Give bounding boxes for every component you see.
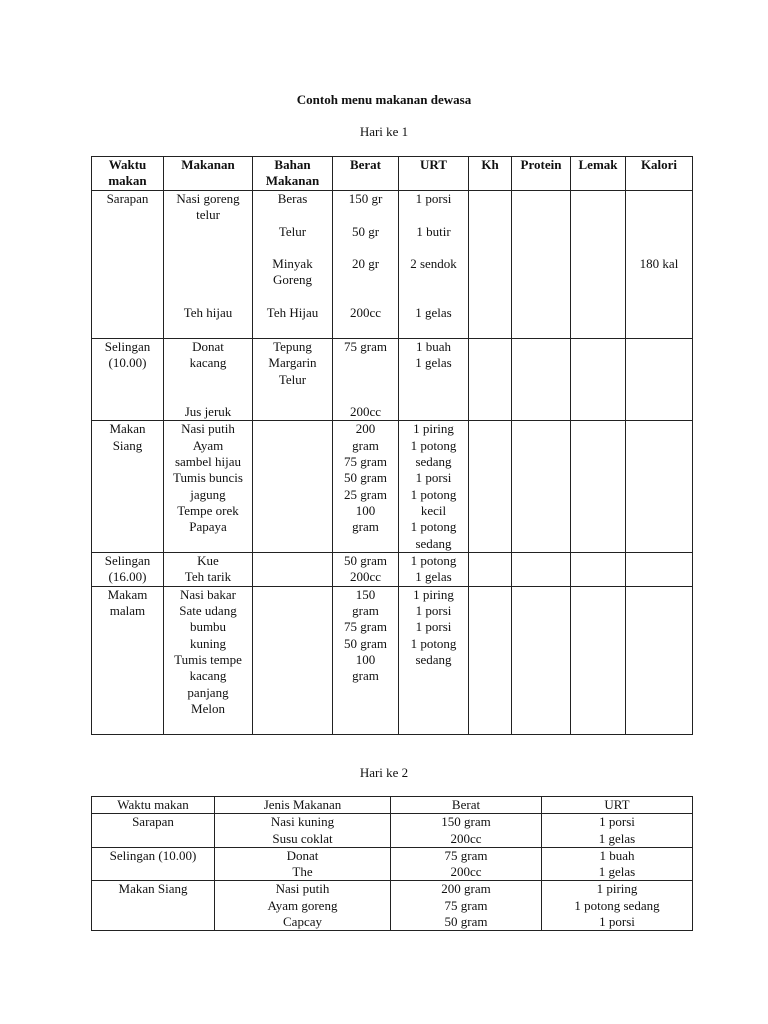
- cell-bahan: Tepung Margarin Telur: [253, 339, 333, 421]
- header-berat: Berat: [333, 157, 399, 191]
- header-urt: URT: [399, 157, 469, 191]
- cell-kh: [469, 339, 512, 421]
- cell-berat: 75 gram 200cc: [333, 339, 399, 421]
- cell-waktu: Sarapan: [92, 814, 215, 848]
- cell-kh: [469, 191, 512, 339]
- table-row: [92, 847, 693, 881]
- cell-protein: [512, 339, 571, 421]
- cell-waktu: Makan Siang: [92, 421, 164, 552]
- cell-makanan: Nasi bakar Sate udang bumbu kuning Tumis tempe kacang panjang Melon: [164, 586, 253, 734]
- cell-waktu: Sarapan: [92, 191, 164, 339]
- cell-lemak: [571, 191, 626, 339]
- header-kalori: Kalori: [626, 157, 693, 191]
- cell-waktu: Selingan (10.00): [92, 847, 215, 881]
- cell-bahan: Beras Telur Minyak Goreng Teh Hijau: [253, 191, 333, 339]
- cell-makanan: Donat kacang Jus jeruk: [164, 339, 253, 421]
- header-berat: Berat: [391, 797, 542, 814]
- cell-kh: [469, 552, 512, 586]
- table-row: [92, 586, 693, 734]
- header-waktu-makan: Waktu makan: [92, 797, 215, 814]
- cell-protein: [512, 586, 571, 734]
- header-jenis-makanan: Jenis Makanan: [215, 797, 391, 814]
- table-row: [92, 421, 693, 552]
- cell-lemak: [571, 552, 626, 586]
- cell-waktu: Selingan (16.00): [92, 552, 164, 586]
- cell-makanan: Nasi goreng telur Teh hijau: [164, 191, 253, 339]
- header-urt: URT: [542, 797, 693, 814]
- cell-lemak: [571, 421, 626, 552]
- cell-kalori: 180 kal: [626, 191, 693, 339]
- cell-lemak: [571, 339, 626, 421]
- cell-urt: 1 porsi 1 gelas: [542, 814, 693, 848]
- cell-kh: [469, 421, 512, 552]
- cell-lemak: [571, 586, 626, 734]
- cell-berat: 200 gram 75 gram 50 gram: [391, 881, 542, 931]
- cell-protein: [512, 421, 571, 552]
- cell-berat: 75 gram 200cc: [391, 847, 542, 881]
- day-1-menu-table: [91, 156, 693, 735]
- cell-berat: 150 gr 50 gr 20 gr 200cc: [333, 191, 399, 339]
- header-waktu-makan: Waktu makan: [92, 157, 164, 191]
- cell-kalori: [626, 421, 693, 552]
- cell-kh: [469, 586, 512, 734]
- day-2-heading: Hari ke 2: [359, 765, 409, 780]
- day-2-menu-table: [91, 796, 693, 931]
- cell-protein: [512, 552, 571, 586]
- cell-bahan: [253, 586, 333, 734]
- cell-jenis: Donat The: [215, 847, 391, 881]
- cell-berat: 150 gram 200cc: [391, 814, 542, 848]
- table-row: [92, 552, 693, 586]
- cell-waktu: Makam malam: [92, 586, 164, 734]
- header-kh: Kh: [469, 157, 512, 191]
- header-makanan: Makanan: [164, 157, 253, 191]
- cell-bahan: [253, 421, 333, 552]
- cell-urt: 1 porsi 1 butir 2 sendok 1 gelas: [399, 191, 469, 339]
- header-bahan-makanan: Bahan Makanan: [253, 157, 333, 191]
- cell-berat: 200 gram 75 gram 50 gram 25 gram 100 gram: [333, 421, 399, 552]
- cell-kalori: [626, 552, 693, 586]
- cell-urt: 1 buah 1 gelas: [399, 339, 469, 421]
- cell-urt: 1 piring 1 potong sedang 1 porsi: [542, 881, 693, 931]
- table-row: [92, 814, 693, 848]
- cell-makanan: Nasi putih Ayam sambel hijau Tumis buncis jagung Tempe orek Papaya: [164, 421, 253, 552]
- table-row: [92, 339, 693, 421]
- table-header-row: [92, 797, 693, 814]
- cell-urt: 1 piring 1 potong sedang 1 porsi 1 potong kecil 1 potong sedang: [399, 421, 469, 552]
- day-1-heading: Hari ke 1: [359, 124, 409, 139]
- cell-berat: 50 gram 200cc: [333, 552, 399, 586]
- table-header-row: [92, 157, 693, 191]
- cell-kalori: [626, 586, 693, 734]
- table-row: [92, 191, 693, 339]
- table-row: [92, 881, 693, 931]
- cell-berat: 150 gram 75 gram 50 gram 100 gram: [333, 586, 399, 734]
- cell-jenis: Nasi putih Ayam goreng Capcay: [215, 881, 391, 931]
- header-protein: Protein: [512, 157, 571, 191]
- cell-jenis: Nasi kuning Susu coklat: [215, 814, 391, 848]
- header-lemak: Lemak: [571, 157, 626, 191]
- cell-waktu: Selingan (10.00): [92, 339, 164, 421]
- cell-makanan: Kue Teh tarik: [164, 552, 253, 586]
- cell-waktu: Makan Siang: [92, 881, 215, 931]
- document-title: Contoh menu makanan dewasa: [296, 92, 472, 107]
- cell-protein: [512, 191, 571, 339]
- cell-urt: 1 piring 1 porsi 1 porsi 1 potong sedang: [399, 586, 469, 734]
- cell-urt: 1 buah 1 gelas: [542, 847, 693, 881]
- cell-kalori: [626, 339, 693, 421]
- cell-urt: 1 potong 1 gelas: [399, 552, 469, 586]
- cell-bahan: [253, 552, 333, 586]
